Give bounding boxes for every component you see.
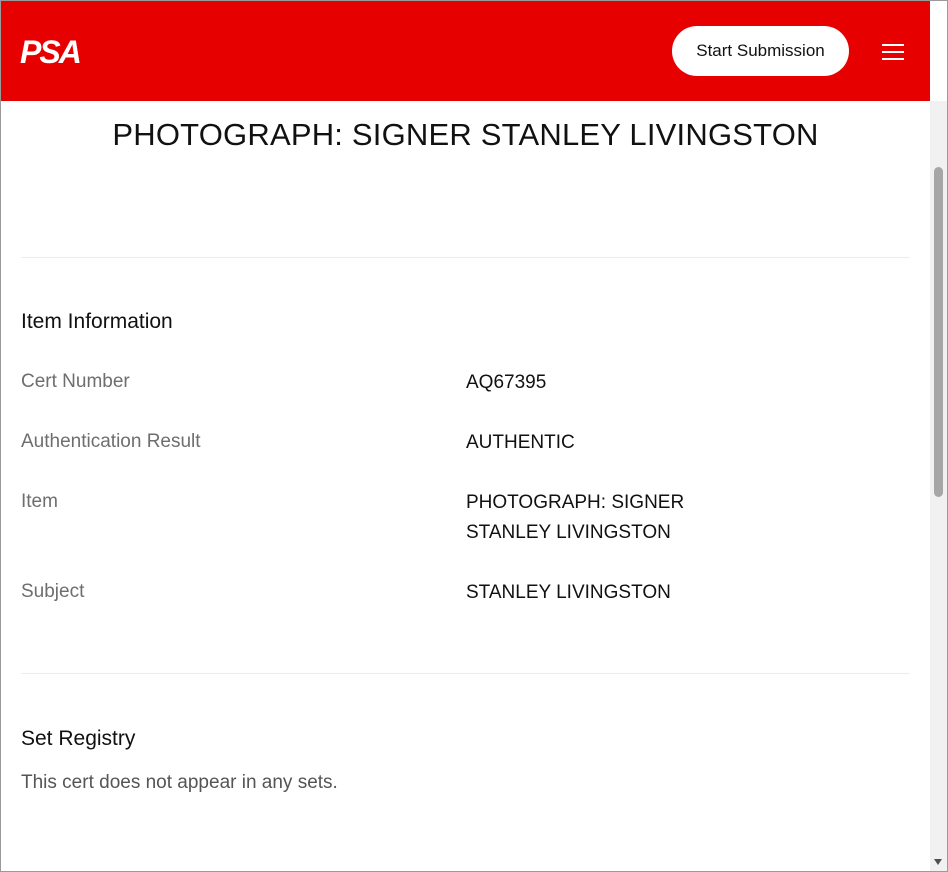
start-submission-button[interactable] (672, 26, 849, 76)
scrollbar-thumb[interactable] (934, 167, 943, 497)
scroll-down-arrow-icon[interactable] (934, 859, 942, 865)
subject-value: STANLEY LIVINGSTON (466, 582, 671, 603)
item-information-heading: Item Information (21, 310, 173, 333)
vertical-scrollbar[interactable] (930, 101, 947, 871)
set-registry-message: This cert does not appear in any sets. (21, 772, 338, 793)
divider (21, 257, 910, 258)
authentication-result-value: AUTHENTIC (466, 432, 575, 453)
item-label: Item (21, 491, 58, 512)
authentication-result-label: Authentication Result (21, 431, 201, 452)
site-header (1, 1, 930, 101)
page-title: PHOTOGRAPH: SIGNER STANLEY LIVINGSTON (112, 117, 819, 152)
svg-text:PSA: PSA (20, 34, 80, 68)
menu-button[interactable] (873, 37, 913, 67)
set-registry-heading: Set Registry (21, 727, 136, 750)
cert-content (1, 101, 930, 871)
subject-label: Subject (21, 581, 85, 602)
item-value: PHOTOGRAPH: SIGNER STANLEY LIVINGSTON (466, 492, 685, 543)
hamburger-menu-icon (881, 43, 905, 61)
cert-number-value: AQ67395 (466, 372, 547, 393)
start-submission-label: Start Submission (696, 41, 825, 60)
cert-number-label: Cert Number (21, 371, 130, 392)
psa-logo[interactable] (19, 34, 101, 68)
divider (21, 673, 910, 674)
